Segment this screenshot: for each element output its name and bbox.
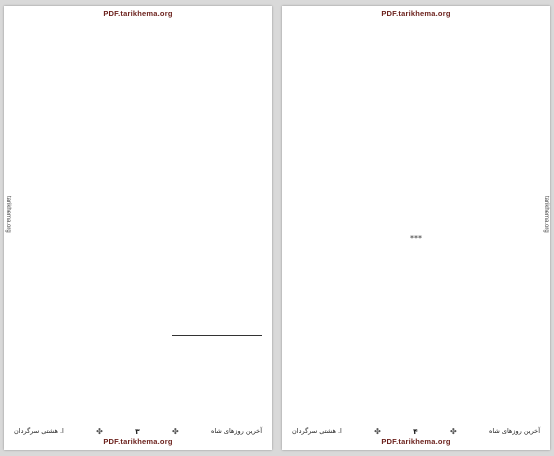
watermark-top: PDF.tarikhema.org <box>103 9 173 18</box>
page-number: ۳ <box>135 426 140 436</box>
right-body-text-bottom <box>292 249 540 419</box>
left-footnotes <box>14 339 262 421</box>
left-page <box>4 6 272 450</box>
left-body-text <box>14 19 262 329</box>
footer-ornament-icon: ✤ <box>171 426 179 436</box>
side-watermark: tarikhema.org <box>5 196 11 233</box>
right-body-text-top <box>292 19 540 209</box>
footer-ornament-icon: ✤ <box>449 426 457 436</box>
footer-author: ا. هشتی سرگردان <box>14 427 64 435</box>
footer-author: ا. هشتی سرگردان <box>292 427 342 435</box>
footer-ornament-icon: ✤ <box>96 426 103 436</box>
footer-ornament-icon: ✤ <box>374 426 381 436</box>
footnote-rule <box>172 335 262 336</box>
page-number: ۴ <box>413 426 418 436</box>
watermark-top: PDF.tarikhema.org <box>381 9 451 18</box>
section-separator: *** <box>410 234 422 243</box>
left-footer <box>14 426 262 436</box>
footer-book-title: آخرین روزهای شاه <box>210 427 262 435</box>
watermark-bottom: PDF.tarikhema.org <box>381 437 451 446</box>
footer-book-title: آخرین روزهای شاه <box>488 427 540 435</box>
right-footer <box>292 426 540 436</box>
watermark-bottom: PDF.tarikhema.org <box>103 437 173 446</box>
side-watermark: tarikhema.org <box>543 196 549 233</box>
right-page <box>282 6 550 450</box>
